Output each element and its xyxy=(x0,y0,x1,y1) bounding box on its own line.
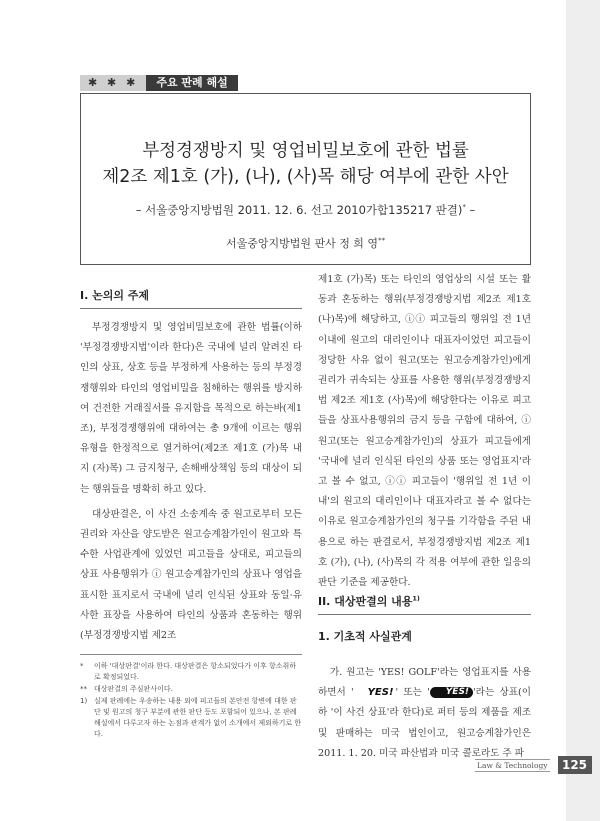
right-column xyxy=(318,270,531,593)
footnotes xyxy=(80,654,302,741)
article-title-line1: 부정경쟁방지 및 영업비밀보호에 관한 법률 xyxy=(142,141,469,161)
section2-paragraph-1 xyxy=(318,663,531,764)
footnote-item xyxy=(80,684,302,695)
section2-heading xyxy=(318,593,531,615)
page-number: 125 xyxy=(558,756,592,774)
footnote-item xyxy=(80,661,302,683)
footnote-mark: * xyxy=(80,662,84,670)
subsection-heading: 1. 기초적 사실관계 xyxy=(318,630,412,643)
journal-name: Law & Technology xyxy=(477,760,548,770)
paragraph-text-b: ' 또는 ' xyxy=(395,687,430,699)
section-tag xyxy=(80,75,238,91)
article-title xyxy=(80,138,531,190)
subtitle-end: – xyxy=(465,203,476,217)
footnote-item xyxy=(80,696,302,740)
subtitle-footnote-mark: * xyxy=(462,203,466,212)
section1-paragraph-2: 대상판결은, 이 사건 소송계속 중 원고로부터 모든 권리와 자산을 양도받은 원고승계참가인이 원고와 특수한 사업관계에 있었던 피고들을 상대로, 피고들의 상표 사용행위가 ⓘ 원고승계참가인의 상표나 영업을 표시한 표지로서 국내에 널리 인식된 상표와 동일·유사한 표장을 사용하여 타인의 상품과 혼동하는 행위(부정경쟁방지법 제2조 xyxy=(80,508,302,642)
yes-logo-oval: YES! xyxy=(430,687,473,698)
star-icons: ✱ ✱ ✱ xyxy=(80,75,146,91)
footnote-text: 대상판결의 주심판사이다. xyxy=(94,685,173,693)
article-title-line2: 제2조 제1호 (가), (나), (사)목 해당 여부에 관한 사안 xyxy=(102,167,509,187)
yes-logo-wordmark: YES! xyxy=(367,687,394,699)
footnote-mark: 1) xyxy=(80,697,88,705)
footnote-text: 실제 판례에는 우송하는 내용 외에 피고들의 본안전 항변에 대한 판단 및 원고의 청구 부분에 관한 판단 등도 포함되어 있으나, 본 판례 해설에서 다루고자 하는 논점과 관계가 없어 소개에서 제외하기로 한다. xyxy=(94,697,302,738)
subtitle-text: – 서울중앙지방법원 2011. 12. 6. 선고 2010가합135217 판결) xyxy=(135,203,463,217)
article-author xyxy=(80,235,531,251)
section1-paragraph-1: 부정경쟁방지 및 영업비밀보호에 관한 법률(이하 '부정경쟁방지법'이라 한다)은 국내에 널리 알려진 타인의 상표, 상호 등을 부정하게 사용하는 등의 부정경쟁행위와 타인의 영업비밀을 침해하는 행위를 방지하여 건전한 거래질서를 유지함을 목적으로 하는바(제1조), 부정경쟁행위에 대하여는 총 9개에 이르는 행위 유형을 한정적으로 열거하여(제2조 제1호 (가)목 내지 (자)목) 그 금지청구, 손해배상책임 등의 대상이 되는 행위들을 명확히 하고 있다. xyxy=(80,322,302,495)
title-box xyxy=(80,93,531,265)
section1-heading: I. 논의의 주제 xyxy=(80,287,302,309)
author-footnote-mark: ** xyxy=(378,236,386,245)
paragraph-text-a: 가. 원고는 'YES! GOLF'라는 영업표지를 사용하면서 ' xyxy=(318,667,531,699)
footnote-mark: ** xyxy=(80,685,87,693)
page-footer xyxy=(475,756,592,774)
article-subtitle xyxy=(80,202,531,218)
page-edge xyxy=(566,0,600,821)
section2-footnote-mark: 1) xyxy=(412,594,420,603)
section2-body xyxy=(318,663,531,764)
footnote-text: 이하 '대상판결'이라 한다. 대상판결은 항소되었다가 이후 항소취하로 확정되었다. xyxy=(94,662,296,681)
left-column xyxy=(80,318,302,646)
paragraph-text-c: '라는 상표(이하 '이 사건 상표'라 한다)로 퍼터 등의 제품을 제조 및 판매하는 미국 법인이고, 원고승계참가인은 2011. 1. 20. 미국 파산법과 미국 콜로라도 주 파 xyxy=(318,687,531,759)
section2-heading-text: II. 대상판결의 내용 xyxy=(318,595,413,608)
section-tag-label: 주요 판례 해설 xyxy=(146,75,237,91)
author-text: 서울중앙지방법원 판사 정 희 영 xyxy=(225,237,379,250)
section1-paragraph-3: 제1호 (가)목) 또는 타인의 영업상의 시설 또는 활동과 혼동하는 행위(부정경쟁방지법 제2조 제1호 (나)목)에 해당하고, ⓘⓘ 피고들의 행위일 전 1년 이내에 원고의 대리인이나 대표자이었던 피고들이 정당한 사유 없이 원고(또는 원고승계참가인)에게 권리가 귀속되는 상표를 사용한 행위(부정경쟁방지법 제2조 제1호 (사)목)에 해당한다는 이유로 피고들을 상표사용행위의 금지 등을 구함에 대하여, ⓘ 원고(또는 원고승계참가인)의 상표가 피고들에게 '국내에 널리 인식된 타인의 상품 또는 영업표지'라고 볼 수 없고, ⓘⓘ 피고들이 '행위일 전 1년 이내'의 원고의 대리인이나 대표자라고 볼 수 없다는 이유로 원고승계참가인의 청구를 기각함을 주된 내용으로 하는 판결로서, 부정경쟁방지법 제2조 제1호 (가), (나), (사)목의 각 적용 여부에 관한 일응의 판단 기준을 제공한다. xyxy=(318,274,531,589)
